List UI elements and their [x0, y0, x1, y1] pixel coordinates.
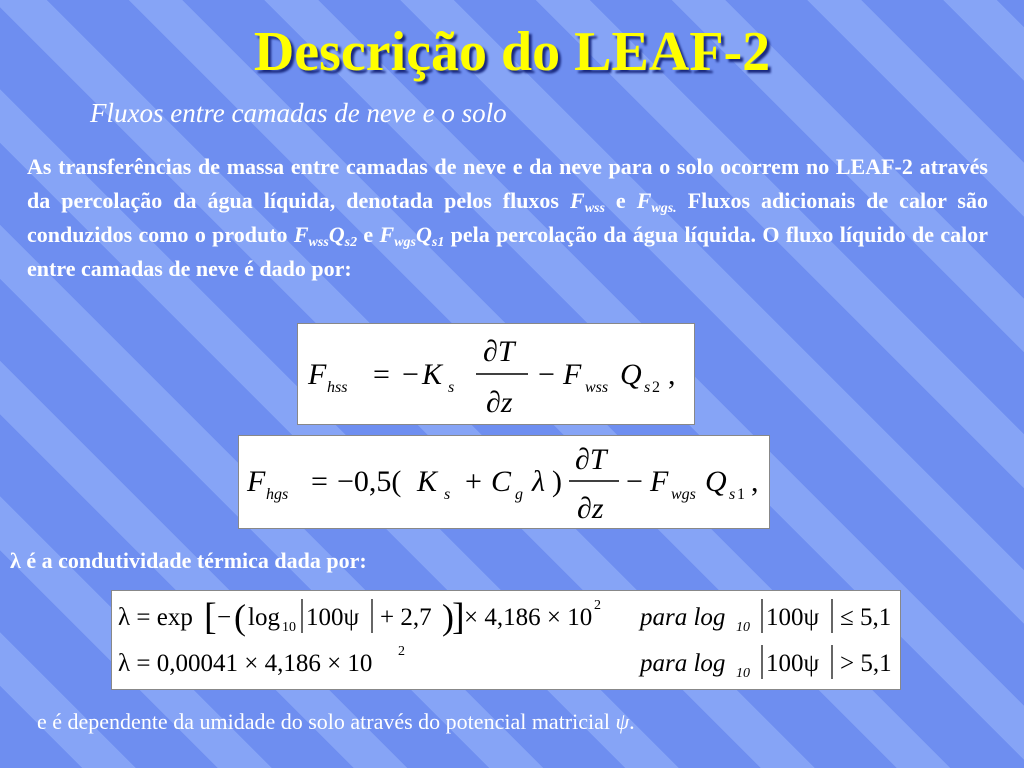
- eq3-r2-cond-rel: > 5,1: [840, 650, 892, 677]
- footer-main: e é dependente da umidade do solo através do potencial matricial: [37, 709, 616, 734]
- eq3-r1-cond-abs: 100ψ: [766, 604, 820, 631]
- para-and-2: e: [357, 222, 380, 247]
- eq2-equals: =: [311, 465, 328, 498]
- eq1-K-sub: s: [448, 379, 455, 396]
- eq3-r1-cond-word: para log: [640, 604, 726, 631]
- eq3-r2-lhs: λ = 0,00041 × 4,186 × 10: [118, 650, 373, 677]
- eq3-r1-times: × 4,186 × 10: [464, 604, 593, 631]
- eq1-F-sub: wss: [585, 379, 609, 396]
- eq3-r1-open-paren: (: [234, 597, 246, 637]
- eq2-C-sub: g: [515, 486, 523, 503]
- para-text-2: Fluxos adicionais de calor são conduzidos como o produto: [27, 188, 988, 247]
- para-text-1: As transferências de massa entre camadas de neve e da neve para o solo ocorrem no LEAF-2 através da percolação da água líquida, denotada pelos fluxos: [27, 154, 988, 213]
- lambda-text: é a condutividade térmica dada por:: [20, 548, 367, 573]
- eq1-Q-sub: s: [644, 379, 651, 396]
- lambda-symbol: λ: [10, 548, 21, 573]
- eq2-coef: −0,5(: [337, 465, 402, 498]
- footer-end: .: [629, 709, 635, 734]
- para-and-1: e: [604, 188, 637, 213]
- eq1-minus1: −: [402, 358, 419, 391]
- eq2-F: F: [650, 465, 669, 498]
- equation-lambda: [111, 590, 901, 690]
- eq2-lhs-sub: hgs: [266, 486, 289, 503]
- eq1-equals: =: [373, 358, 390, 391]
- eq1-minus2: −: [538, 358, 555, 391]
- equation-fhgs: [238, 435, 770, 529]
- lambda-description: [10, 548, 367, 574]
- eq1-denominator: ∂z: [486, 386, 513, 419]
- eq1-comma: ,: [668, 358, 676, 391]
- eq2-Q-sub: s: [729, 486, 736, 503]
- eq2-minus: −: [626, 465, 643, 498]
- eq2-K: K: [417, 465, 438, 498]
- body-paragraph: [27, 150, 988, 286]
- slide-title: Descrição do LEAF-2: [253, 21, 771, 83]
- eq3-r1-cond-rel: ≤ 5,1: [840, 604, 892, 631]
- eq1-F: F: [563, 358, 582, 391]
- equation-fhss: [297, 323, 695, 425]
- eq3-r1-open-bracket: [: [204, 596, 217, 638]
- eq2-denominator: ∂z: [577, 492, 604, 525]
- eq2-lambda: λ: [532, 465, 545, 498]
- flux-fwgs: $F_{wgs.}$: [636, 188, 677, 216]
- eq3-r1-lhs: λ = exp: [118, 604, 193, 631]
- eq3-r1-plus: + 2,7: [380, 604, 432, 631]
- eq2-comma: ,: [751, 465, 759, 498]
- eq3-r1-close-bracket: ]: [452, 596, 465, 638]
- eq2-Q: Q: [705, 465, 727, 498]
- eq1-Q: Q: [620, 358, 642, 391]
- eq3-r2-exp: 2: [398, 644, 405, 659]
- eq2-lhs: F: [247, 465, 266, 498]
- eq2-close-paren: ): [552, 465, 562, 498]
- eq1-numerator: ∂T: [483, 335, 515, 368]
- eq3-r1-log: log: [248, 604, 280, 631]
- eq2-Q-sub2: 1: [737, 486, 745, 503]
- product-fwss-qs2: $F_{wss}Q_{s2}$: [293, 222, 358, 250]
- para-text-3: pela percolação da água líquida. O fluxo líquido de calor entre camadas de neve é dado por:: [27, 222, 989, 281]
- eq3-r1-exp: 2: [594, 598, 601, 613]
- flux-fwss: $F_{wss}$: [570, 188, 605, 216]
- eq3-r1-minus: −: [217, 604, 232, 631]
- eq3-r2-cond-word: para log: [640, 650, 726, 677]
- eq3-r2-cond-abs: 100ψ: [766, 650, 820, 677]
- psi-symbol: ψ: [615, 709, 630, 734]
- eq1-Q-sub2: 2: [652, 379, 660, 396]
- eq2-C: C: [491, 465, 512, 498]
- product-fwgs-qs1: $F_{wgs}Q_{s1}$: [379, 222, 445, 250]
- eq3-r2-cond-sub: 10: [736, 666, 750, 681]
- eq3-r1-cond-sub: 10: [736, 620, 750, 635]
- footer-text: [37, 709, 635, 735]
- eq2-numerator: ∂T: [575, 443, 607, 476]
- eq3-r1-abs: 100ψ: [306, 604, 360, 631]
- eq1-lhs-sub: hss: [327, 379, 348, 396]
- eq1-lhs: F: [308, 358, 327, 391]
- eq2-F-sub: wgs: [671, 486, 696, 503]
- eq2-plus: +: [465, 465, 482, 498]
- eq2-K-sub: s: [444, 486, 451, 503]
- slide-subtitle: Fluxos entre camadas de neve e o solo: [90, 98, 507, 128]
- eq3-r1-close-paren: ): [442, 597, 454, 637]
- eq3-r1-log-sub: 10: [282, 620, 296, 635]
- eq1-K: K: [422, 358, 443, 391]
